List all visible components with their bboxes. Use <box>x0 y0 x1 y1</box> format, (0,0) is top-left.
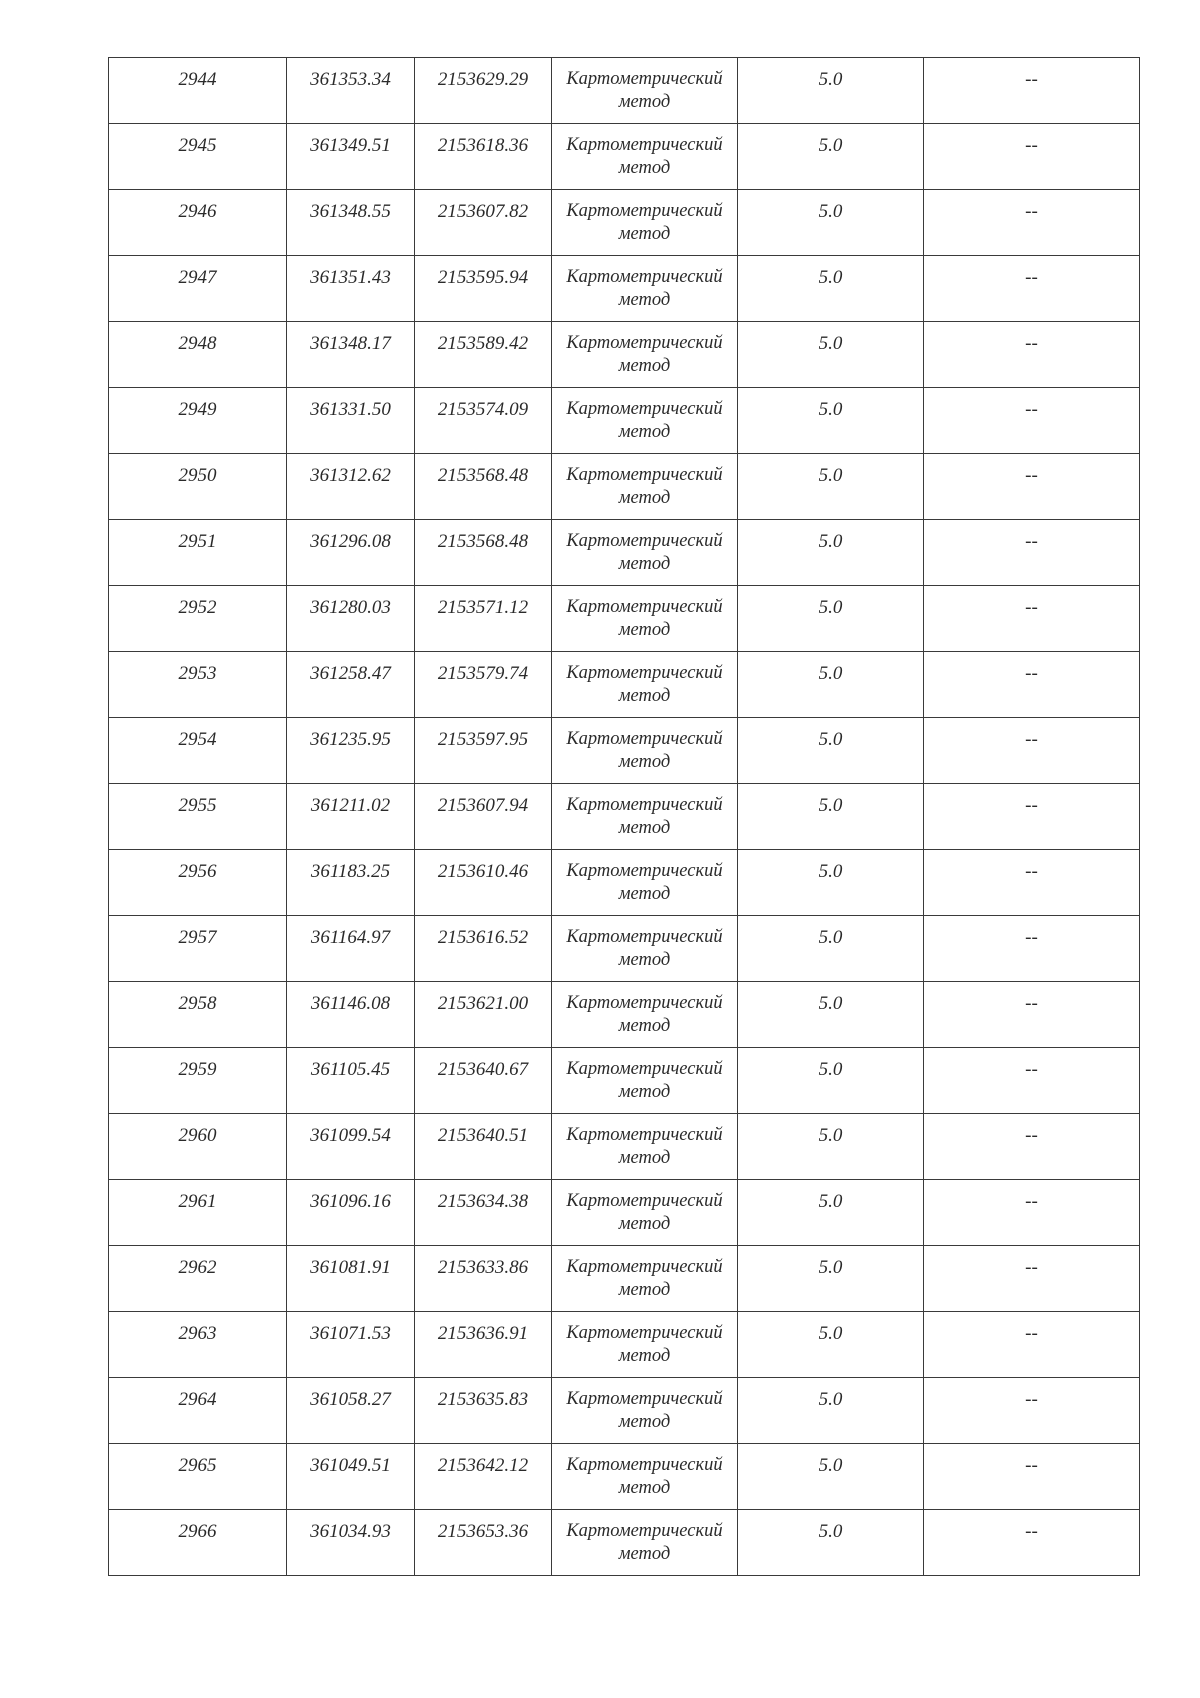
method-label-line1: Картометрический <box>566 729 723 749</box>
point-number-cell: 2947 <box>109 256 287 322</box>
note-cell: -- <box>924 388 1140 454</box>
table-row <box>109 1180 1140 1246</box>
x-coordinate-cell: 361034.93 <box>287 1510 415 1576</box>
x-coordinate-cell: 361353.34 <box>287 58 415 124</box>
method-label-line1: Картометрический <box>566 399 723 419</box>
method-label-line1: Картометрический <box>566 927 723 947</box>
point-number-cell: 2945 <box>109 124 287 190</box>
accuracy-cell: 5.0 <box>738 1510 924 1576</box>
table-row <box>109 58 1140 124</box>
method-cell <box>552 1114 738 1180</box>
y-coordinate-cell: 2153595.94 <box>415 256 552 322</box>
method-label-line2: метод <box>618 92 671 112</box>
accuracy-cell: 5.0 <box>738 190 924 256</box>
y-coordinate-cell: 2153636.91 <box>415 1312 552 1378</box>
accuracy-cell: 5.0 <box>738 982 924 1048</box>
method-label-line1: Картометрический <box>566 597 723 617</box>
point-number-cell: 2954 <box>109 718 287 784</box>
note-cell: -- <box>924 124 1140 190</box>
method-label-line1: Картометрический <box>566 1059 723 1079</box>
method-label-line2: метод <box>618 488 671 508</box>
note-cell: -- <box>924 1048 1140 1114</box>
method-cell <box>552 784 738 850</box>
y-coordinate-cell: 2153634.38 <box>415 1180 552 1246</box>
x-coordinate-cell: 361211.02 <box>287 784 415 850</box>
table-row <box>109 652 1140 718</box>
method-label-line2: метод <box>618 158 671 178</box>
method-cell <box>552 388 738 454</box>
x-coordinate-cell: 361331.50 <box>287 388 415 454</box>
method-label-line1: Картометрический <box>566 531 723 551</box>
table-row <box>109 256 1140 322</box>
method-label-line1: Картометрический <box>566 861 723 881</box>
table-row <box>109 916 1140 982</box>
x-coordinate-cell: 361146.08 <box>287 982 415 1048</box>
point-number-cell: 2957 <box>109 916 287 982</box>
point-number-cell: 2960 <box>109 1114 287 1180</box>
point-number-cell: 2950 <box>109 454 287 520</box>
y-coordinate-cell: 2153571.12 <box>415 586 552 652</box>
accuracy-cell: 5.0 <box>738 586 924 652</box>
method-label-line1: Картометрический <box>566 1125 723 1145</box>
note-cell: -- <box>924 916 1140 982</box>
x-coordinate-cell: 361280.03 <box>287 586 415 652</box>
method-cell <box>552 124 738 190</box>
note-cell: -- <box>924 1114 1140 1180</box>
method-label-line1: Картометрический <box>566 201 723 221</box>
y-coordinate-cell: 2153629.29 <box>415 58 552 124</box>
note-cell: -- <box>924 1312 1140 1378</box>
x-coordinate-cell: 361058.27 <box>287 1378 415 1444</box>
method-cell <box>552 58 738 124</box>
method-label-line1: Картометрический <box>566 1191 723 1211</box>
method-label-line2: метод <box>618 1148 671 1168</box>
method-cell <box>552 1246 738 1312</box>
method-label-line2: метод <box>618 1280 671 1300</box>
x-coordinate-cell: 361099.54 <box>287 1114 415 1180</box>
y-coordinate-cell: 2153597.95 <box>415 718 552 784</box>
y-coordinate-cell: 2153640.51 <box>415 1114 552 1180</box>
note-cell: -- <box>924 1378 1140 1444</box>
method-label-line2: метод <box>618 884 671 904</box>
y-coordinate-cell: 2153568.48 <box>415 520 552 586</box>
point-number-cell: 2944 <box>109 58 287 124</box>
note-cell: -- <box>924 322 1140 388</box>
document-page <box>108 57 1139 1576</box>
table-row <box>109 190 1140 256</box>
note-cell: -- <box>924 1246 1140 1312</box>
note-cell: -- <box>924 784 1140 850</box>
x-coordinate-cell: 361348.55 <box>287 190 415 256</box>
method-label-line1: Картометрический <box>566 795 723 815</box>
note-cell: -- <box>924 586 1140 652</box>
note-cell: -- <box>924 256 1140 322</box>
accuracy-cell: 5.0 <box>738 850 924 916</box>
x-coordinate-cell: 361164.97 <box>287 916 415 982</box>
y-coordinate-cell: 2153621.00 <box>415 982 552 1048</box>
method-cell <box>552 190 738 256</box>
method-label-line2: метод <box>618 290 671 310</box>
method-label-line1: Картометрический <box>566 333 723 353</box>
accuracy-cell: 5.0 <box>738 454 924 520</box>
note-cell: -- <box>924 652 1140 718</box>
accuracy-cell: 5.0 <box>738 652 924 718</box>
method-label-line2: метод <box>618 356 671 376</box>
table-row <box>109 1114 1140 1180</box>
method-cell <box>552 850 738 916</box>
note-cell: -- <box>924 58 1140 124</box>
table-row <box>109 718 1140 784</box>
point-number-cell: 2965 <box>109 1444 287 1510</box>
method-cell <box>552 1378 738 1444</box>
method-label-line1: Картометрический <box>566 1323 723 1343</box>
note-cell: -- <box>924 982 1140 1048</box>
method-cell <box>552 454 738 520</box>
accuracy-cell: 5.0 <box>738 256 924 322</box>
point-number-cell: 2953 <box>109 652 287 718</box>
method-cell <box>552 1048 738 1114</box>
method-cell <box>552 1444 738 1510</box>
table-row <box>109 784 1140 850</box>
x-coordinate-cell: 361071.53 <box>287 1312 415 1378</box>
accuracy-cell: 5.0 <box>738 58 924 124</box>
note-cell: -- <box>924 454 1140 520</box>
method-label-line1: Картометрический <box>566 1521 723 1541</box>
y-coordinate-cell: 2153607.82 <box>415 190 552 256</box>
accuracy-cell: 5.0 <box>738 388 924 454</box>
point-number-cell: 2966 <box>109 1510 287 1576</box>
y-coordinate-cell: 2153568.48 <box>415 454 552 520</box>
method-label-line2: метод <box>618 1082 671 1102</box>
y-coordinate-cell: 2153610.46 <box>415 850 552 916</box>
method-label-line1: Картометрический <box>566 267 723 287</box>
method-label-line2: метод <box>618 818 671 838</box>
table-row <box>109 322 1140 388</box>
point-number-cell: 2952 <box>109 586 287 652</box>
y-coordinate-cell: 2153579.74 <box>415 652 552 718</box>
accuracy-cell: 5.0 <box>738 1048 924 1114</box>
table-row <box>109 520 1140 586</box>
x-coordinate-cell: 361183.25 <box>287 850 415 916</box>
accuracy-cell: 5.0 <box>738 916 924 982</box>
x-coordinate-cell: 361312.62 <box>287 454 415 520</box>
y-coordinate-cell: 2153633.86 <box>415 1246 552 1312</box>
point-number-cell: 2949 <box>109 388 287 454</box>
method-label-line2: метод <box>618 1412 671 1432</box>
method-cell <box>552 1510 738 1576</box>
method-label-line2: метод <box>618 422 671 442</box>
method-label-line2: метод <box>618 1346 671 1366</box>
method-label-line2: метод <box>618 950 671 970</box>
method-label-line2: метод <box>618 224 671 244</box>
point-number-cell: 2963 <box>109 1312 287 1378</box>
method-label-line2: метод <box>618 554 671 574</box>
table-row <box>109 388 1140 454</box>
x-coordinate-cell: 361349.51 <box>287 124 415 190</box>
point-number-cell: 2959 <box>109 1048 287 1114</box>
method-cell <box>552 1180 738 1246</box>
method-cell <box>552 982 738 1048</box>
table-row <box>109 1444 1140 1510</box>
method-cell <box>552 322 738 388</box>
y-coordinate-cell: 2153640.67 <box>415 1048 552 1114</box>
table-body <box>109 58 1140 1576</box>
accuracy-cell: 5.0 <box>738 718 924 784</box>
accuracy-cell: 5.0 <box>738 1246 924 1312</box>
point-number-cell: 2955 <box>109 784 287 850</box>
note-cell: -- <box>924 718 1140 784</box>
method-label-line2: метод <box>618 1214 671 1234</box>
method-label-line1: Картометрический <box>566 1389 723 1409</box>
y-coordinate-cell: 2153635.83 <box>415 1378 552 1444</box>
table-row <box>109 1378 1140 1444</box>
table-row <box>109 1510 1140 1576</box>
accuracy-cell: 5.0 <box>738 1180 924 1246</box>
note-cell: -- <box>924 1444 1140 1510</box>
accuracy-cell: 5.0 <box>738 784 924 850</box>
method-label-line1: Картометрический <box>566 663 723 683</box>
x-coordinate-cell: 361296.08 <box>287 520 415 586</box>
note-cell: -- <box>924 1180 1140 1246</box>
method-label-line1: Картометрический <box>566 993 723 1013</box>
x-coordinate-cell: 361348.17 <box>287 322 415 388</box>
accuracy-cell: 5.0 <box>738 124 924 190</box>
point-number-cell: 2946 <box>109 190 287 256</box>
method-label-line1: Картометрический <box>566 1455 723 1475</box>
table-row <box>109 454 1140 520</box>
point-number-cell: 2958 <box>109 982 287 1048</box>
y-coordinate-cell: 2153653.36 <box>415 1510 552 1576</box>
method-label-line2: метод <box>618 752 671 772</box>
accuracy-cell: 5.0 <box>738 1378 924 1444</box>
accuracy-cell: 5.0 <box>738 520 924 586</box>
note-cell: -- <box>924 190 1140 256</box>
method-label-line1: Картометрический <box>566 1257 723 1277</box>
y-coordinate-cell: 2153574.09 <box>415 388 552 454</box>
point-number-cell: 2964 <box>109 1378 287 1444</box>
method-label-line2: метод <box>618 1016 671 1036</box>
y-coordinate-cell: 2153616.52 <box>415 916 552 982</box>
y-coordinate-cell: 2153618.36 <box>415 124 552 190</box>
table-row <box>109 124 1140 190</box>
accuracy-cell: 5.0 <box>738 1312 924 1378</box>
accuracy-cell: 5.0 <box>738 1444 924 1510</box>
method-label-line2: метод <box>618 620 671 640</box>
method-label-line2: метод <box>618 686 671 706</box>
x-coordinate-cell: 361105.45 <box>287 1048 415 1114</box>
note-cell: -- <box>924 520 1140 586</box>
table-row <box>109 850 1140 916</box>
method-cell <box>552 586 738 652</box>
x-coordinate-cell: 361235.95 <box>287 718 415 784</box>
table-row <box>109 1048 1140 1114</box>
table-row <box>109 586 1140 652</box>
method-label-line1: Картометрический <box>566 465 723 485</box>
accuracy-cell: 5.0 <box>738 1114 924 1180</box>
coordinates-table <box>108 57 1140 1576</box>
note-cell: -- <box>924 1510 1140 1576</box>
method-label-line1: Картометрический <box>566 69 723 89</box>
y-coordinate-cell: 2153589.42 <box>415 322 552 388</box>
method-cell <box>552 652 738 718</box>
method-label-line2: метод <box>618 1478 671 1498</box>
x-coordinate-cell: 361049.51 <box>287 1444 415 1510</box>
method-label-line2: метод <box>618 1544 671 1564</box>
method-cell <box>552 916 738 982</box>
point-number-cell: 2948 <box>109 322 287 388</box>
method-cell <box>552 520 738 586</box>
x-coordinate-cell: 361351.43 <box>287 256 415 322</box>
y-coordinate-cell: 2153607.94 <box>415 784 552 850</box>
note-cell: -- <box>924 850 1140 916</box>
accuracy-cell: 5.0 <box>738 322 924 388</box>
table-row <box>109 982 1140 1048</box>
x-coordinate-cell: 361096.16 <box>287 1180 415 1246</box>
point-number-cell: 2956 <box>109 850 287 916</box>
method-label-line1: Картометрический <box>566 135 723 155</box>
method-cell <box>552 256 738 322</box>
x-coordinate-cell: 361081.91 <box>287 1246 415 1312</box>
y-coordinate-cell: 2153642.12 <box>415 1444 552 1510</box>
table-row <box>109 1246 1140 1312</box>
method-cell <box>552 718 738 784</box>
point-number-cell: 2961 <box>109 1180 287 1246</box>
point-number-cell: 2962 <box>109 1246 287 1312</box>
table-row <box>109 1312 1140 1378</box>
method-cell <box>552 1312 738 1378</box>
point-number-cell: 2951 <box>109 520 287 586</box>
x-coordinate-cell: 361258.47 <box>287 652 415 718</box>
